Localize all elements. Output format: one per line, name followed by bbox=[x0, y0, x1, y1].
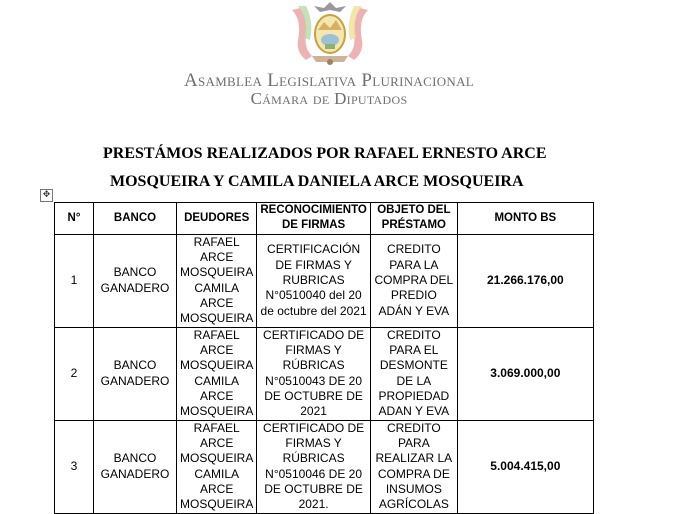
coat-of-arms-emblem bbox=[284, 0, 376, 68]
row-debtors: RAFAEL ARCE MOSQUEIRA CAMILA ARCE MOSQUEIRA bbox=[177, 327, 257, 420]
row-number: 2 bbox=[55, 327, 94, 420]
row-number: 1 bbox=[55, 234, 94, 327]
document-title-line2: MOSQUEIRA Y CAMILA DANIELA ARCE MOSQUEIRA bbox=[110, 173, 524, 190]
column-header-amount: MONTO BS bbox=[457, 203, 593, 235]
chamber-name: Cámara de Diputados bbox=[250, 89, 408, 108]
table-row bbox=[55, 327, 594, 420]
table-row bbox=[55, 420, 594, 513]
row-amount: 3.069.000,00 bbox=[457, 327, 593, 420]
table-header-row bbox=[55, 203, 594, 235]
row-bank: BANCO GANADERO bbox=[94, 234, 177, 327]
row-amount: 5.004.415,00 bbox=[457, 420, 593, 513]
column-header-number: N° bbox=[55, 203, 94, 235]
row-signatures: CERTIFICADO DE FIRMAS Y RÚBRICAS N°0510043 DE 20 DE OCTUBRE DE 2021 bbox=[257, 327, 371, 420]
row-bank: BANCO GANADERO bbox=[94, 327, 177, 420]
loans-table bbox=[54, 202, 594, 514]
row-amount: 21.266.176,00 bbox=[457, 234, 593, 327]
row-purpose: CREDITO PARA EL DESMONTE DE LA PROPIEDAD ADAN Y EVA bbox=[370, 327, 457, 420]
row-purpose: CREDITO PARA REALIZAR LA COMPRA DE INSUMOS AGRÍCOLAS bbox=[370, 420, 457, 513]
column-header-signatures: RECONOCIMIENTO DE FIRMAS bbox=[257, 203, 371, 235]
row-debtors: RAFAEL ARCE MOSQUEIRA CAMILA ARCE MOSQUEIRA bbox=[177, 420, 257, 513]
row-debtors: RAFAEL ARCE MOSQUEIRA CAMILA ARCE MOSQUEIRA bbox=[177, 234, 257, 327]
row-purpose: CREDITO PARA LA COMPRA DEL PREDIO ADÁN Y EVA bbox=[370, 234, 457, 327]
column-header-debtors: DEUDORES bbox=[177, 203, 257, 235]
table-row bbox=[55, 234, 594, 327]
institution-name: Asamblea Legislativa Plurinacional bbox=[183, 70, 475, 91]
row-signatures: CERTIFICADO DE FIRMAS Y RÚBRICAS N°0510046 DE 20 DE OCTUBRE DE 2021. bbox=[257, 420, 371, 513]
table-move-handle-icon[interactable]: ✥ bbox=[40, 189, 53, 202]
row-bank: BANCO GANADERO bbox=[94, 420, 177, 513]
column-header-bank: BANCO bbox=[94, 203, 177, 235]
column-header-purpose: OBJETO DEL PRÉSTAMO bbox=[370, 203, 457, 235]
row-number: 3 bbox=[55, 420, 94, 513]
row-signatures: CERTIFICACIÓN DE FIRMAS Y RUBRICAS N°0510040 del 20 de octubre del 2021 bbox=[257, 234, 371, 327]
document-title-line1: PRESTÁMOS REALIZADOS POR RAFAEL ERNESTO ARCE bbox=[103, 145, 547, 162]
